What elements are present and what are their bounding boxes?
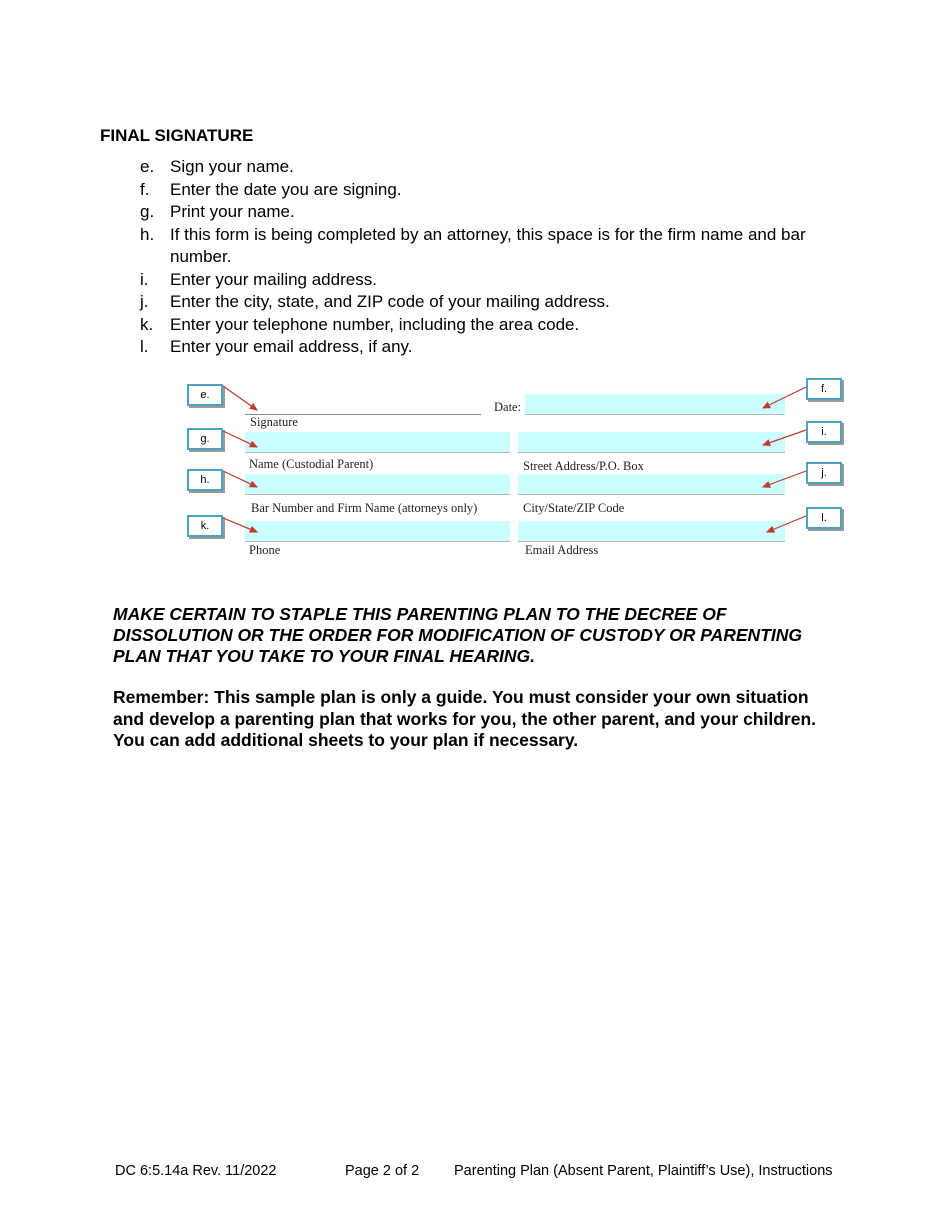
callout-j: j.: [806, 462, 842, 484]
step-letter: g.: [140, 202, 155, 221]
callout-k: k.: [187, 515, 223, 537]
signature-label: Signature: [250, 415, 298, 429]
arrow-j: [763, 471, 806, 487]
date-label: Date:: [494, 400, 522, 414]
callout-e: e.: [187, 384, 223, 406]
arrow-f: [763, 387, 806, 408]
list-item: [140, 269, 820, 292]
signature-form-example: [185, 375, 850, 560]
step-letter: f.: [140, 179, 150, 199]
step-text: If this form is being completed by an attorney, this space is for the firm name and bar number.: [170, 224, 806, 266]
bar-firm-label: Bar Number and Firm Name (attorneys only): [251, 501, 478, 515]
step-text: Enter your telephone number, including the area code.: [170, 314, 580, 334]
instruction-list: [140, 156, 820, 359]
step-letter: e.: [140, 157, 155, 176]
step-letter: j.: [140, 292, 149, 311]
list-item: [140, 336, 820, 359]
list-item: [140, 201, 820, 224]
email-label: Email Address: [525, 543, 599, 557]
step-text: Enter your mailing address.: [170, 269, 377, 289]
list-item: [140, 291, 820, 314]
arrow-g: [223, 431, 257, 447]
list-item: [140, 314, 820, 337]
list-item: [140, 224, 820, 269]
arrow-i: [763, 430, 806, 445]
callout-g: g.: [187, 428, 223, 450]
remember-note: Remember: This sample plan is only a guide. You must consider your own situation and develop a parenting plan that works for you, the other parent, and your children. You can add additional sheets to your plan if necessary.: [113, 687, 817, 750]
section-heading: FINAL SIGNATURE: [100, 126, 254, 145]
callout-l: l.: [806, 507, 842, 529]
callout-f: f.: [806, 378, 842, 400]
step-text: Enter the date you are signing.: [170, 179, 402, 199]
callout-arrows: [185, 375, 850, 560]
name-label: Name (Custodial Parent): [249, 457, 374, 471]
arrow-k: [223, 518, 257, 532]
callout-i: i.: [806, 421, 842, 443]
step-letter: k.: [140, 314, 154, 334]
step-text: Enter your email address, if any.: [170, 337, 413, 356]
step-text: Print your name.: [170, 202, 295, 221]
callout-h: h.: [187, 469, 223, 491]
street-address-label: Street Address/P.O. Box: [523, 459, 644, 473]
step-letter: i.: [140, 269, 149, 289]
arrow-e: [223, 386, 257, 410]
step-text: Enter the city, state, and ZIP code of your mailing address.: [170, 292, 610, 311]
step-letter: l.: [140, 337, 149, 356]
footer-title: Parenting Plan (Absent Parent, Plaintiff’s Use), Instructions: [454, 1163, 833, 1179]
arrow-l: [767, 516, 806, 532]
arrow-h: [223, 471, 257, 487]
staple-notice: MAKE CERTAIN TO STAPLE THIS PARENTING PLAN TO THE DECREE OF DISSOLUTION OR THE ORDER FOR MODIFICATION OF CUSTODY OR PARENTING PLAN THAT YOU TAKE TO YOUR FINAL HEARING.: [113, 604, 802, 666]
footer-form-id: DC 6:5.14a Rev. 11/2022: [115, 1163, 277, 1179]
city-state-zip-label: City/State/ZIP Code: [523, 501, 625, 515]
list-item: [140, 179, 820, 202]
phone-label: Phone: [249, 543, 281, 557]
footer-page-number: Page 2 of 2: [345, 1163, 420, 1179]
step-text: Sign your name.: [170, 157, 294, 176]
list-item: [140, 156, 820, 179]
step-letter: h.: [140, 224, 155, 244]
